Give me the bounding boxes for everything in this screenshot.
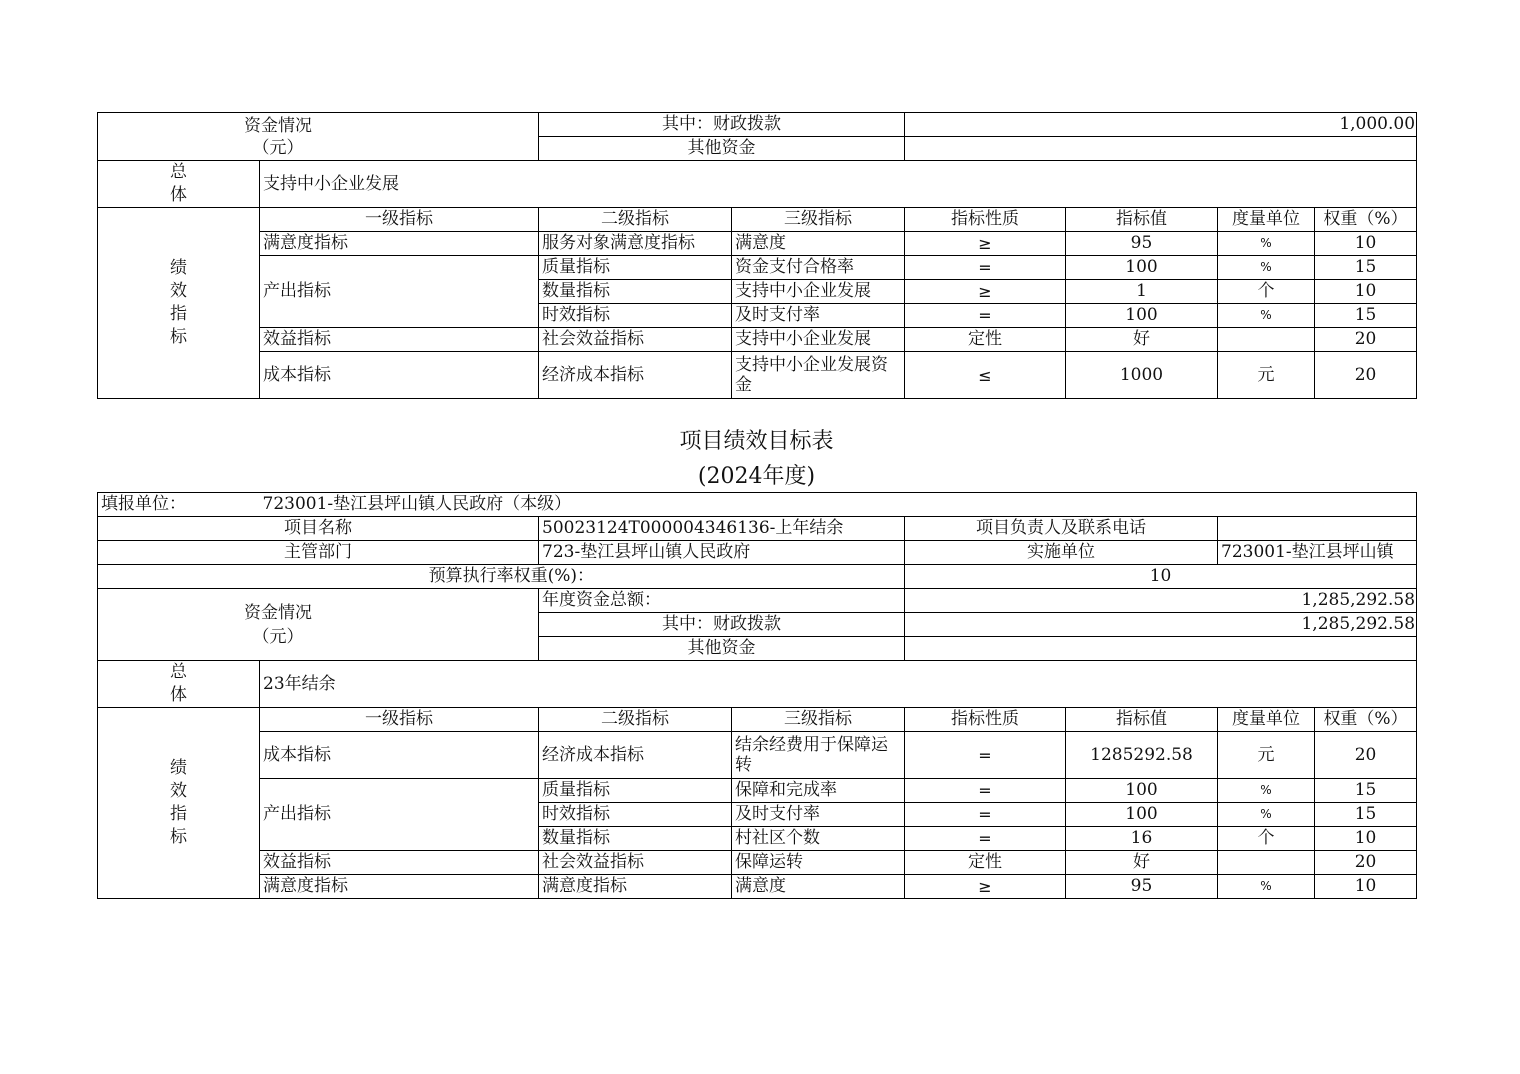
perf-label-char: 绩 xyxy=(170,758,187,778)
project-name-label: 项目名称 xyxy=(98,517,539,541)
l3-cell: 及时支付率 xyxy=(732,304,905,328)
leader-label: 项目负责人及联系电话 xyxy=(905,517,1218,541)
l2-cell: 经济成本指标 xyxy=(539,352,732,399)
header-cell: 指标性质 xyxy=(905,708,1066,732)
budget-weight-label: 预算执行率权重(%)： xyxy=(98,565,905,589)
perf-label xyxy=(98,708,260,899)
table-row xyxy=(98,232,1417,256)
value-cell: 1000 xyxy=(1066,352,1218,399)
header-cell: 权重（%） xyxy=(1315,708,1417,732)
nature-cell: ≤ xyxy=(905,352,1066,399)
unit-cell: 个 xyxy=(1218,827,1315,851)
fund-total-value: 1,285,292.58 xyxy=(905,589,1417,613)
fund-other-value xyxy=(905,637,1417,661)
weight-cell: 10 xyxy=(1315,232,1417,256)
l2-cell: 社会效益指标 xyxy=(539,851,732,875)
table-row xyxy=(98,779,1417,803)
l2-cell: 满意度指标 xyxy=(539,875,732,899)
fund-total-label: 年度资金总额： xyxy=(539,589,905,613)
unit-cell xyxy=(1218,328,1315,352)
nature-cell: ≥ xyxy=(905,232,1066,256)
l1-cell: 产出指标 xyxy=(260,256,539,328)
value-cell: 100 xyxy=(1066,779,1218,803)
weight-cell: 20 xyxy=(1315,328,1417,352)
nature-cell: = xyxy=(905,779,1066,803)
weight-cell: 15 xyxy=(1315,304,1417,328)
header-cell: 权重（%） xyxy=(1315,208,1417,232)
fund-label-text: 资金情况 （元） xyxy=(244,115,312,158)
nature-cell: = xyxy=(905,256,1066,280)
perf-label-char: 效 xyxy=(170,281,187,301)
fill-unit-value: 723001-垫江县坪山镇人民政府（本级） xyxy=(260,493,1417,517)
fund-label-text: 资金情况 （元） xyxy=(244,602,312,647)
overall-label xyxy=(98,161,260,208)
perf-label-char: 标 xyxy=(170,827,187,847)
l2-cell: 质量指标 xyxy=(539,256,732,280)
unit-cell: 元 xyxy=(1218,732,1315,779)
previous-table-fragment xyxy=(97,114,1416,426)
value-cell: 1 xyxy=(1066,280,1218,304)
l1-cell: 成本指标 xyxy=(260,732,539,779)
overall-text: 支持中小企业发展 xyxy=(260,161,1417,208)
impl-value: 723001-垫江县坪山镇 xyxy=(1218,541,1417,565)
l3-cell: 支持中小企业发展资金 xyxy=(732,352,905,399)
project-name-value: 50023124T000004346136-上年结余 xyxy=(539,517,905,541)
fill-unit-label: 填报单位： xyxy=(98,493,260,517)
weight-cell: 15 xyxy=(1315,779,1417,803)
unit-cell: 个 xyxy=(1218,280,1315,304)
performance-target-table xyxy=(97,492,1417,899)
overall-label-text: 总 体 xyxy=(170,162,187,205)
overall-text: 23年结余 xyxy=(260,661,1417,708)
table-row xyxy=(98,352,1417,399)
overall-label-text: 总 体 xyxy=(170,662,187,705)
fund-label xyxy=(98,113,539,161)
table-row xyxy=(98,875,1417,899)
l2-cell: 社会效益指标 xyxy=(539,328,732,352)
impl-label: 实施单位 xyxy=(905,541,1218,565)
table-row xyxy=(98,256,1417,280)
header-cell: 指标性质 xyxy=(905,208,1066,232)
l1-cell: 产出指标 xyxy=(260,779,539,851)
l2-cell: 数量指标 xyxy=(539,280,732,304)
dept-label: 主管部门 xyxy=(98,541,539,565)
l3-cell: 保障和完成率 xyxy=(732,779,905,803)
l3-cell: 村社区个数 xyxy=(732,827,905,851)
fund-other-label: 其他资金 xyxy=(539,637,905,661)
value-cell: 100 xyxy=(1066,803,1218,827)
value-cell: 100 xyxy=(1066,304,1218,328)
l2-cell: 时效指标 xyxy=(539,803,732,827)
header-cell: 指标值 xyxy=(1066,708,1218,732)
weight-cell: 20 xyxy=(1315,352,1417,399)
header-cell: 二级指标 xyxy=(539,708,732,732)
value-cell: 1285292.58 xyxy=(1066,732,1218,779)
fund-label xyxy=(98,589,539,661)
value-cell: 好 xyxy=(1066,328,1218,352)
perf-label-char: 指 xyxy=(170,304,187,324)
l2-cell: 质量指标 xyxy=(539,779,732,803)
header-cell: 二级指标 xyxy=(539,208,732,232)
fund-other-label: 其他资金 xyxy=(539,137,905,161)
l1-cell: 满意度指标 xyxy=(260,232,539,256)
l2-cell: 经济成本指标 xyxy=(539,732,732,779)
fund-fiscal-value: 1,285,292.58 xyxy=(905,613,1417,637)
unit-cell: % xyxy=(1218,779,1315,803)
nature-cell: ≥ xyxy=(905,280,1066,304)
header-cell: 指标值 xyxy=(1066,208,1218,232)
l1-cell: 效益指标 xyxy=(260,851,539,875)
nature-cell: = xyxy=(905,803,1066,827)
nature-cell: = xyxy=(905,304,1066,328)
header-cell: 度量单位 xyxy=(1218,208,1315,232)
l2-cell: 服务对象满意度指标 xyxy=(539,232,732,256)
nature-cell: 定性 xyxy=(905,328,1066,352)
fund-fiscal-value: 1,000.00 xyxy=(905,113,1417,137)
table-row xyxy=(98,328,1417,352)
page-title: 项目绩效目标表 xyxy=(679,429,834,454)
previous-performance-table xyxy=(97,112,1417,399)
weight-cell: 10 xyxy=(1315,827,1417,851)
table-row xyxy=(98,851,1417,875)
unit-cell: % xyxy=(1218,304,1315,328)
l3-cell: 支持中小企业发展 xyxy=(732,280,905,304)
unit-cell: % xyxy=(1218,803,1315,827)
weight-cell: 15 xyxy=(1315,256,1417,280)
l2-cell: 时效指标 xyxy=(539,304,732,328)
nature-cell: 定性 xyxy=(905,851,1066,875)
value-cell: 100 xyxy=(1066,256,1218,280)
l2-cell: 数量指标 xyxy=(539,827,732,851)
perf-label-char: 绩 xyxy=(170,258,187,278)
weight-cell: 20 xyxy=(1315,851,1417,875)
weight-cell: 20 xyxy=(1315,732,1417,779)
unit-cell: 元 xyxy=(1218,352,1315,399)
l1-cell: 成本指标 xyxy=(260,352,539,399)
fund-fiscal-label: 其中：财政拨款 xyxy=(539,113,905,137)
perf-label-char: 效 xyxy=(170,781,187,801)
header-cell: 三级指标 xyxy=(732,208,905,232)
l3-cell: 满意度 xyxy=(732,232,905,256)
nature-cell: = xyxy=(905,732,1066,779)
page-subtitle: (2024年度) xyxy=(697,464,816,489)
l3-cell: 资金支付合格率 xyxy=(732,256,905,280)
table-row xyxy=(98,732,1417,779)
value-cell: 95 xyxy=(1066,232,1218,256)
value-cell: 好 xyxy=(1066,851,1218,875)
l1-cell: 效益指标 xyxy=(260,328,539,352)
overall-label xyxy=(98,661,260,708)
perf-label-char: 标 xyxy=(170,327,187,347)
header-cell: 一级指标 xyxy=(260,708,539,732)
header-cell: 度量单位 xyxy=(1218,708,1315,732)
l3-cell: 满意度 xyxy=(732,875,905,899)
nature-cell: ≥ xyxy=(905,875,1066,899)
weight-cell: 10 xyxy=(1315,280,1417,304)
nature-cell: = xyxy=(905,827,1066,851)
header-cell: 一级指标 xyxy=(260,208,539,232)
value-cell: 16 xyxy=(1066,827,1218,851)
unit-cell: % xyxy=(1218,256,1315,280)
l3-cell: 结余经费用于保障运转 xyxy=(732,732,905,779)
header-cell: 三级指标 xyxy=(732,708,905,732)
budget-weight-value: 10 xyxy=(905,565,1417,589)
value-cell: 95 xyxy=(1066,875,1218,899)
l3-cell: 及时支付率 xyxy=(732,803,905,827)
fund-fiscal-label: 其中：财政拨款 xyxy=(539,613,905,637)
l3-cell: 保障运转 xyxy=(732,851,905,875)
weight-cell: 10 xyxy=(1315,875,1417,899)
leader-value xyxy=(1218,517,1417,541)
l3-cell: 支持中小企业发展 xyxy=(732,328,905,352)
perf-label-char: 指 xyxy=(170,804,187,824)
unit-cell: % xyxy=(1218,875,1315,899)
unit-cell: % xyxy=(1218,232,1315,256)
fund-other-value xyxy=(905,137,1417,161)
perf-label xyxy=(98,208,260,399)
l1-cell: 满意度指标 xyxy=(260,875,539,899)
unit-cell xyxy=(1218,851,1315,875)
dept-value: 723-垫江县坪山镇人民政府 xyxy=(539,541,905,565)
weight-cell: 15 xyxy=(1315,803,1417,827)
